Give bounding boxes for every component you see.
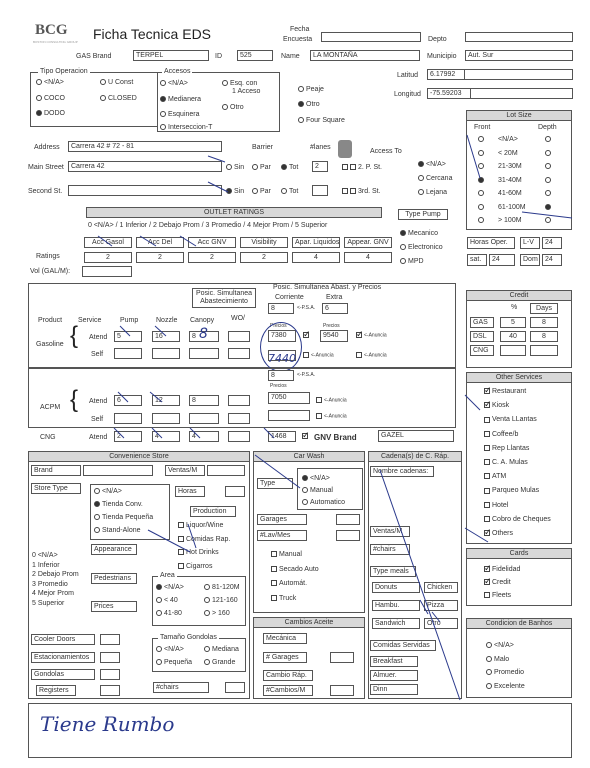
registers-label: Registers bbox=[36, 685, 76, 696]
cadena-title: Cadena(s) de C. Ráp. bbox=[368, 451, 462, 462]
credit-key: GAS bbox=[470, 317, 494, 328]
main-par-radio[interactable]: Par bbox=[252, 164, 271, 171]
name-label: Name bbox=[281, 53, 300, 60]
store-prices-label: Prices bbox=[91, 601, 137, 612]
appearance-scale-item: 3 Promedio bbox=[32, 580, 68, 588]
acpm-atend-nozzle[interactable]: 12 bbox=[152, 395, 180, 406]
id-field[interactable]: 525 bbox=[237, 50, 273, 61]
tamano-title: Tamaño Gondolas bbox=[160, 634, 217, 641]
latitud-label: Latitud bbox=[397, 72, 419, 79]
tamano-radio[interactable]: Mediana bbox=[204, 646, 239, 653]
corriente-label: Corriente bbox=[275, 294, 304, 301]
tipo-closed-radio[interactable]: CLOSED bbox=[100, 95, 137, 102]
outlet-col-header: Visibility bbox=[240, 237, 288, 248]
gasoline-label: Gasoline bbox=[36, 341, 64, 348]
nombre-cadenas-label: Nombre cadenas: bbox=[370, 466, 434, 477]
credit-days-field[interactable]: 8 bbox=[530, 331, 558, 342]
service-check[interactable]: ✓Kiosk bbox=[484, 402, 509, 409]
comidas-label: Comidas Servidas bbox=[370, 640, 436, 651]
service-check[interactable]: Rep Llantas bbox=[484, 445, 529, 452]
production-check[interactable]: Comidas Rap. bbox=[178, 536, 230, 543]
area-radio[interactable]: > 160 bbox=[204, 610, 230, 617]
credit-key: CNG bbox=[470, 345, 494, 356]
garages-label: Garages bbox=[257, 514, 307, 525]
gas-atend-nozzle[interactable]: 16 bbox=[152, 331, 180, 342]
type-pump-title: Type Pump bbox=[398, 209, 448, 220]
appearance-scale-item: 4 Mejor Prom bbox=[32, 590, 75, 597]
accesos-peaje-radio[interactable]: Peaje bbox=[298, 86, 324, 93]
extra-price-field[interactable]: 9540 bbox=[320, 330, 348, 342]
credit-days-label: Days bbox=[530, 303, 558, 314]
gas-atend-pump[interactable]: 5 bbox=[114, 331, 142, 342]
accesos-esq-radio[interactable]: Esq. con bbox=[222, 80, 257, 87]
meal-field[interactable]: Otro bbox=[424, 618, 458, 629]
extra-psa-field[interactable]: 6 bbox=[322, 303, 348, 314]
cng-label: CNG bbox=[40, 434, 56, 441]
gnv-brand-label: GNV Brand bbox=[314, 433, 357, 442]
acpm-anuncia-check-2[interactable]: <-Anuncia bbox=[316, 413, 347, 419]
lv-field[interactable]: 24 bbox=[542, 237, 562, 249]
estac-label: Estacionamientos bbox=[31, 652, 95, 663]
service-check[interactable]: Parqueo Mulas bbox=[484, 487, 539, 494]
area-radio[interactable]: <N/A> bbox=[156, 584, 184, 591]
barrier-label: Barrier bbox=[252, 144, 274, 151]
store-appearance-label: Appearance bbox=[91, 544, 137, 555]
cards-title: Cards bbox=[466, 548, 572, 559]
banos-radio[interactable]: Malo bbox=[486, 656, 509, 663]
wo-header: WO/ bbox=[231, 315, 245, 322]
main-street-label: Main Street bbox=[28, 164, 64, 171]
tipo-operacion-title: Tipo Operacion bbox=[40, 68, 88, 75]
carwash-auto-radio[interactable]: Automatico bbox=[302, 499, 345, 506]
lot-option-label: < 20M bbox=[498, 149, 518, 157]
cng-pump[interactable]: 2 bbox=[114, 431, 142, 442]
acpm-label: ACPM bbox=[40, 404, 61, 411]
banos-title: Condicion de Banhos bbox=[466, 618, 572, 629]
store-ventas-label: Ventas/M bbox=[165, 465, 205, 476]
carwash-type-label: Type bbox=[257, 478, 293, 489]
outlet-scale: 0 <N/A> / 1 Inferior / 2 Debajo Prom / 3 Promedio / 4 Mejor Prom / 5 Superior bbox=[88, 222, 328, 229]
cadena-ventas-label: Ventas/M bbox=[370, 526, 410, 537]
store-type-radio[interactable]: Stand-Alone bbox=[94, 527, 141, 534]
cng-atend-label: Atend bbox=[89, 434, 108, 441]
banos-radio[interactable]: Excelente bbox=[486, 683, 525, 690]
address-label: Address bbox=[34, 144, 60, 151]
mecanica-label: Mecánica bbox=[263, 633, 307, 644]
acpm-atend-canopy[interactable]: 8 bbox=[189, 395, 219, 406]
extra-anuncia-check[interactable]: <-Anuncia bbox=[356, 352, 387, 358]
second-tot-radio[interactable]: Tot bbox=[281, 188, 298, 195]
lot-size-title: Lot Size bbox=[466, 110, 572, 121]
accesos-otro-radio[interactable]: Otro bbox=[222, 104, 244, 111]
cw-truck-check[interactable]: Truck bbox=[271, 595, 296, 602]
pump-mecanico-radio[interactable]: Mecanico bbox=[400, 230, 438, 237]
cadena-chairs-label: #chairs bbox=[370, 544, 410, 555]
precios-label-2: Precios bbox=[323, 323, 340, 329]
handwritten-note: Tiene Rumbo bbox=[40, 712, 175, 736]
lanes-label: #lanes bbox=[310, 144, 331, 151]
aceite-title: Cambios Aceite bbox=[253, 617, 365, 628]
service-header: Service bbox=[78, 317, 102, 324]
main-2pst-check[interactable]: 2. P. St. bbox=[342, 164, 382, 171]
tipo-coco-radio[interactable]: COCO bbox=[36, 95, 65, 102]
cambio-rap-label: Cambio Ráp. bbox=[263, 670, 313, 681]
outlet-col-header: Apar. Liquidos bbox=[292, 237, 340, 248]
meal-field[interactable]: Sandwich bbox=[372, 618, 420, 629]
canopy-header: Canopy bbox=[190, 317, 215, 324]
credit-pct-field[interactable]: 5 bbox=[500, 317, 526, 328]
service-check[interactable]: Coffee/b bbox=[484, 431, 518, 438]
production-check[interactable]: Liquor/Wine bbox=[178, 522, 223, 529]
credit-title: Credit bbox=[466, 290, 572, 301]
municipio-field[interactable]: Aut. Sur bbox=[465, 50, 573, 61]
tamano-radio[interactable]: Grande bbox=[204, 659, 235, 666]
outlet-col-header: Acc GNV bbox=[188, 237, 236, 248]
credit-key: DSL bbox=[470, 331, 494, 342]
corriente-price-field[interactable]: 7380 bbox=[268, 330, 296, 342]
vol-label: Vol (GAL/M): bbox=[30, 268, 71, 275]
rating-field[interactable]: 2 bbox=[188, 252, 236, 263]
handwritten-8-nozzle: 8 bbox=[199, 326, 208, 342]
extra-label: Extra bbox=[326, 294, 343, 301]
comidas-field[interactable]: Dinn bbox=[370, 684, 418, 695]
page-title: Ficha Tecnica EDS bbox=[93, 26, 212, 42]
credit-pct-label: % bbox=[511, 304, 518, 311]
store-type-radio[interactable]: <N/A> bbox=[94, 488, 122, 495]
comidas-field[interactable]: Breakfast bbox=[370, 656, 418, 667]
longitud-label: Longitud bbox=[394, 91, 421, 98]
rating-field[interactable]: 4 bbox=[344, 252, 392, 263]
accesos-1acceso-label: 1 Acceso bbox=[232, 88, 261, 95]
lot-option-label: 21-30M bbox=[498, 163, 522, 170]
posic-sim2-label: Posic. Simultanea Abast. y Precios bbox=[273, 284, 382, 291]
production-check[interactable]: Cigarros bbox=[178, 563, 212, 570]
access-lejana-radio[interactable]: Lejana bbox=[418, 189, 447, 196]
meal-field[interactable]: Hambu. bbox=[372, 600, 420, 611]
encuesta-label: Encuesta bbox=[283, 36, 313, 43]
cw-manual-check[interactable]: Manual bbox=[271, 551, 302, 558]
second-sin-radio[interactable]: Sin bbox=[226, 188, 244, 195]
outlet-col-header: Appear. GNV bbox=[344, 237, 392, 248]
handwritten-price: 7440 bbox=[268, 352, 296, 365]
cambios-mes-label: #Cambios/M bbox=[263, 685, 313, 696]
acpm-atend-pump[interactable]: 6 bbox=[114, 395, 142, 406]
horas-oper-label: Horas Oper. bbox=[467, 237, 515, 249]
store-pedestrians-label: Pedestrians bbox=[91, 573, 137, 584]
lot-option-label: > 100M bbox=[498, 217, 522, 224]
depto-label: Depto bbox=[428, 36, 447, 43]
main-lanes-field[interactable]: 2 bbox=[312, 161, 328, 172]
appearance-scale-item: 0 <N/A> bbox=[32, 552, 58, 559]
logo: BCG bbox=[35, 22, 68, 38]
store-horas-label: Horas bbox=[175, 486, 205, 497]
cng-price-field[interactable]: 1468 bbox=[268, 431, 296, 442]
store-production-label: Production bbox=[190, 506, 236, 517]
aceite-garages-label: # Garages bbox=[263, 652, 307, 663]
tamano-radio[interactable]: <N/A> bbox=[156, 646, 184, 653]
dom-label: Dom bbox=[520, 254, 540, 266]
corriente-psa-field[interactable]: 8 bbox=[268, 303, 294, 314]
appearance-scale-item: 5 Superior bbox=[32, 599, 65, 607]
lot-option-label: <N/A> bbox=[498, 136, 518, 143]
carwash-manual-radio[interactable]: Manual bbox=[302, 487, 333, 494]
access-to-label: Access To bbox=[370, 148, 402, 155]
fecha-label: Fecha bbox=[290, 26, 310, 33]
lot-option-label: 31-40M bbox=[498, 176, 522, 184]
accesos-interseccion-radio[interactable]: Interseccion-T bbox=[160, 124, 212, 131]
acpm-self-label: Self bbox=[91, 416, 104, 423]
carwash-na-radio[interactable]: <N/A> bbox=[302, 475, 330, 482]
area-radio[interactable]: 121-160 bbox=[204, 597, 238, 604]
lavmes-label: #Lav/Mes bbox=[257, 530, 307, 541]
product-header: Product bbox=[38, 317, 63, 324]
area-radio[interactable]: < 40 bbox=[156, 597, 178, 604]
pump-mpd-radio[interactable]: MPD bbox=[400, 258, 424, 265]
tipo-na-radio[interactable]: <N/A> bbox=[36, 79, 64, 86]
card-check[interactable]: ✓Credit bbox=[484, 579, 511, 586]
gas-atend-label: Atend bbox=[89, 334, 108, 341]
corriente-anuncia-check[interactable]: <-Anuncia bbox=[303, 352, 334, 358]
lv-label: L-V bbox=[520, 237, 540, 249]
acpm-psa-field[interactable]: 8 bbox=[268, 370, 294, 381]
access-na-radio[interactable]: <N/A> bbox=[418, 161, 446, 168]
main-street-field[interactable]: Carrera 42 bbox=[68, 161, 222, 172]
address-field[interactable]: Carrera 42 # 72 - 81 bbox=[68, 141, 222, 152]
second-street-label: Second St. bbox=[28, 188, 63, 195]
meal-field[interactable]: Pizza bbox=[424, 600, 458, 611]
tipo-uconst-radio[interactable]: U Const bbox=[100, 79, 133, 86]
service-check[interactable]: ATM bbox=[484, 473, 506, 480]
longitud-field[interactable]: -75.59203 bbox=[427, 88, 471, 99]
acpm-precios-label: Precios bbox=[270, 383, 287, 389]
rating-field[interactable]: 2 bbox=[240, 252, 288, 263]
service-check[interactable]: C. A. Mulas bbox=[484, 459, 528, 466]
second-3rdst-check[interactable]: 3rd. St. bbox=[342, 188, 381, 195]
lot-depth-label: Depth bbox=[538, 124, 557, 131]
main-sin-radio[interactable]: Sin bbox=[226, 164, 244, 171]
production-check[interactable]: Hot Drinks bbox=[178, 549, 219, 556]
service-check[interactable]: Venta LLantas bbox=[484, 416, 537, 423]
posic-simultanea-box: Posic. Simultanea Abastecimiento bbox=[192, 288, 256, 308]
acpm-price-field[interactable]: 7050 bbox=[268, 392, 310, 404]
accesos-medianera-radio[interactable]: Medianera bbox=[160, 96, 201, 103]
credit-days-field[interactable]: 8 bbox=[530, 317, 558, 328]
accesos-esquinera-radio[interactable]: Esquinera bbox=[160, 111, 200, 118]
outlet-col-header: Acc Gasol bbox=[84, 237, 132, 248]
sat-field[interactable]: 24 bbox=[489, 254, 515, 266]
service-check[interactable]: ✓Restaurant bbox=[484, 388, 526, 395]
rating-field[interactable]: 2 bbox=[84, 252, 132, 263]
store-type-radio[interactable]: Tienda Conv. bbox=[94, 501, 143, 508]
accesos-na-radio[interactable]: <N/A> bbox=[160, 80, 188, 87]
service-check[interactable]: Cobro de Cheques bbox=[484, 516, 551, 523]
main-tot-radio[interactable]: Tot bbox=[281, 164, 298, 171]
accesos-foursquare-radio[interactable]: Four Square bbox=[298, 117, 345, 124]
id-label: ID bbox=[215, 53, 222, 60]
service-check[interactable]: Hotel bbox=[484, 502, 508, 509]
gnv-brand-field[interactable]: GAZEL bbox=[378, 430, 454, 442]
sat-label: sat. bbox=[467, 254, 487, 266]
store-brand-label: Brand bbox=[31, 465, 81, 476]
acpm-brace: { bbox=[70, 386, 79, 413]
gas-self-label: Self bbox=[91, 351, 104, 358]
latitud-field[interactable]: 6.17992 bbox=[427, 69, 465, 80]
ratings-label: Ratings bbox=[36, 253, 60, 260]
meal-field[interactable]: Donuts bbox=[372, 582, 420, 593]
extra-price-check[interactable]: ✓ <-Anuncia bbox=[356, 332, 387, 338]
comidas-field[interactable]: Almuer. bbox=[370, 670, 418, 681]
pump-header: Pump bbox=[120, 317, 139, 324]
card-check[interactable]: ✓Fidelidad bbox=[484, 566, 520, 573]
acpm-psa-label: <-P.S.A. bbox=[297, 372, 316, 378]
area-radio[interactable]: 41-80 bbox=[156, 610, 182, 617]
logo-subtitle: BOSTON CONSULTING GROUP bbox=[33, 40, 78, 44]
precios-label-1: Precios bbox=[270, 323, 287, 329]
lot-front-label: Front bbox=[474, 124, 491, 131]
tipo-dodo-radio[interactable]: DODO bbox=[36, 110, 65, 117]
gas-brand-field[interactable]: TERPEL bbox=[133, 50, 209, 61]
rating-field[interactable]: 2 bbox=[136, 252, 184, 263]
type-meals-label: Type meals bbox=[370, 566, 416, 577]
appearance-scale-item: 1 Inferior bbox=[32, 561, 60, 569]
gas-brand-label: GAS Brand bbox=[76, 53, 112, 60]
cw-autom-check[interactable]: Automát. bbox=[271, 580, 307, 587]
card-check[interactable]: Fleets bbox=[484, 592, 511, 599]
rating-field[interactable]: 4 bbox=[292, 252, 340, 263]
area-radio[interactable]: 81-120M bbox=[204, 584, 240, 591]
credit-pct-field[interactable]: 40 bbox=[500, 331, 526, 342]
store-type-label: Store Type bbox=[31, 483, 81, 494]
nozzle-header: Nozzle bbox=[156, 317, 178, 324]
pump-electronico-radio[interactable]: Electronico bbox=[400, 244, 443, 251]
acpm-anuncia-check[interactable]: <-Anuncia bbox=[316, 397, 347, 403]
tamano-radio[interactable]: Pequeña bbox=[156, 659, 192, 666]
carwash-title: Car Wash bbox=[253, 451, 365, 462]
lot-option-label: 41-60M bbox=[498, 190, 522, 197]
second-par-radio[interactable]: Par bbox=[252, 188, 271, 195]
other-services-title: Other Services bbox=[466, 372, 572, 383]
lot-option-label: 61-100M bbox=[498, 203, 526, 211]
store-title: Convenience Store bbox=[28, 451, 250, 462]
acpm-atend-label: Atend bbox=[89, 398, 108, 405]
gondolas-label: Gondolas bbox=[31, 669, 95, 680]
accesos-otro2-radio[interactable]: Otro bbox=[298, 101, 320, 108]
store-type-radio[interactable]: Tienda Pequeña bbox=[94, 514, 153, 521]
appearance-scale-item: 2 Debajo Prom bbox=[32, 571, 79, 578]
outlet-col-header: Acc Del bbox=[136, 237, 184, 248]
corriente-psa-label: <-P.S.A. bbox=[297, 305, 316, 311]
name-field[interactable]: LA MONTAÑA bbox=[310, 50, 420, 61]
gasoline-brace: { bbox=[70, 322, 79, 349]
dom-field[interactable]: 24 bbox=[542, 254, 562, 266]
banos-radio[interactable]: Promedio bbox=[486, 669, 524, 676]
cng-canopy[interactable]: 4 bbox=[189, 431, 219, 442]
service-check[interactable]: ✓Others bbox=[484, 530, 513, 537]
area-title: Area bbox=[160, 572, 175, 579]
cw-secado-check[interactable]: Secado Auto bbox=[271, 566, 319, 573]
cooler-label: Cooler Doors bbox=[31, 634, 95, 645]
banos-radio[interactable]: <N/A> bbox=[486, 642, 514, 649]
cng-nozzle[interactable]: 4 bbox=[152, 431, 180, 442]
access-cercana-radio[interactable]: Cercana bbox=[418, 175, 452, 182]
store-chairs-label: #chairs bbox=[153, 682, 209, 693]
outlet-ratings-title: OUTLET RATINGS bbox=[86, 207, 382, 218]
municipio-label: Municipio bbox=[427, 53, 457, 60]
gas-atend-canopy[interactable]: 8 bbox=[189, 331, 219, 342]
meal-field[interactable]: Chicken bbox=[424, 582, 458, 593]
accesos-title: Accesos bbox=[164, 68, 191, 75]
